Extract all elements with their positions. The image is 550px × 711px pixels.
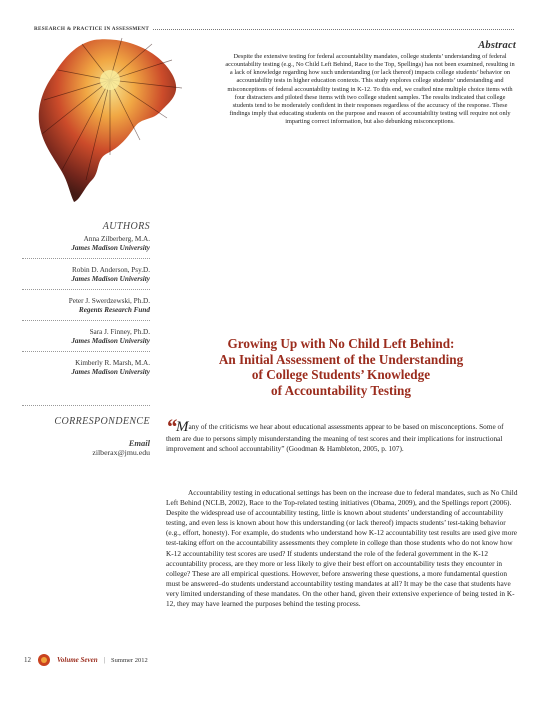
author-name: Anna Zilberberg, M.A. bbox=[83, 235, 150, 243]
title-line: of College Students’ Knowledge bbox=[251, 367, 431, 382]
title-line: An Initial Assessment of the Understanding bbox=[218, 351, 464, 367]
author-name: Sara J. Finney, Ph.D. bbox=[89, 328, 150, 336]
page-number: 12 bbox=[24, 656, 31, 664]
author-institution: James Madison University bbox=[71, 275, 150, 283]
abstract-section bbox=[224, 40, 516, 126]
journal-issue: Summer 2012 bbox=[111, 656, 148, 664]
title-line: Growing Up with No Child Left Behind: bbox=[227, 336, 455, 351]
author-institution: James Madison University bbox=[71, 368, 150, 376]
author-name: Robin D. Anderson, Psy.D. bbox=[71, 266, 150, 274]
author-entry bbox=[22, 235, 150, 259]
body-paragraph: Accountability testing in educational settings has been on the increase due to federal mandates, such as No Child Left Behind (NCLB, 2002), Race to the Top-related testing initiatives (Obama, 2009), and the Spellings report (2006). Despite the widespread use of accountability testing, little is known about students’ understanding of accountability testing, and even less is known about how this understanding (or lack thereof) impacts students’ test-taking behavior (e.g., effort, honesty). For example, do students who understand how K-12 accountability test results are used give more test-taking effort on the accountability assessments they complete in college than those students who do not know how K-12 accountability test scores are used? If students understand the role of the federal government in the K-12 accountability process, are they more or less likely to give their best effort on accountability tests they encounter in college? These are all empirical questions. However, before answering these questions, a more fundamental question must be answered–do students understand accountability testing mandates at all? It may be the case that students have very limited understanding of these mandates. On the other hand, given their extensive experience of being tested in K-12, they may have learned the purposes behind the testing process. bbox=[166, 488, 518, 609]
abstract-heading: Abstract bbox=[478, 40, 516, 51]
authors-section bbox=[22, 221, 150, 389]
email-address[interactable]: zilberax@jmu.edu bbox=[92, 448, 150, 457]
journal-logo-icon bbox=[37, 653, 51, 667]
email-label: Email bbox=[128, 438, 150, 448]
journal-volume: Volume Seven bbox=[57, 656, 98, 664]
correspondence-heading: CORRESPONDENCE bbox=[54, 416, 150, 427]
journal-running-title: RESEARCH & PRACTICE IN ASSESSMENT bbox=[34, 26, 150, 32]
title-line: of Accountability Testing bbox=[271, 382, 411, 398]
opening-quote bbox=[166, 414, 518, 453]
author-entry bbox=[22, 328, 150, 352]
authors-heading: AUTHORS bbox=[102, 221, 150, 232]
footer-separator: | bbox=[103, 656, 106, 664]
page-footer bbox=[24, 653, 148, 667]
article-title bbox=[166, 336, 516, 398]
correspondence-section bbox=[22, 416, 150, 458]
author-entry bbox=[22, 266, 150, 290]
sunburst-map-artwork bbox=[22, 30, 197, 210]
abstract-text: Despite the extensive testing for federal accountability mandates, college students’ understanding of federal accountability testing (e.g., No Child Left Behind, Race to the Top, Spellings) has not been examined, resulting in a lack of knowledge regarding how such understanding (or lack thereof) impacts college students’ behavior on accountability tests in higher education contexts. This study explores college students’ understanding and misconceptions of federal accountability testing in K-12. To this end, we crafted nine multiple choice items with four distracters and piloted these items with two college student samples. The results indicated that college students tend to be moderately confident in their responses regardless of the accuracy of the response. These findings imply that educating students on the purpose and reason of accountability testing will require not only imparting correct information, but also debunking misconceptions. bbox=[225, 53, 515, 126]
header-dotted-rule bbox=[153, 29, 514, 30]
sidebar-divider bbox=[22, 405, 150, 406]
quote-text: any of the criticisms we hear about educational assessments appear to be based on misconceptions. Some of them are due to persons simply misunderstanding the meaning of test scores and their implications for instructional improvement and school accountability” (Goodman & Hambleton, 2005, p. 107). bbox=[166, 422, 504, 453]
author-entry bbox=[22, 297, 150, 321]
author-name: Kimberly R. Marsh, M.A. bbox=[75, 359, 150, 367]
author-institution: James Madison University bbox=[71, 244, 150, 252]
quote-open-mark: “ bbox=[166, 414, 177, 439]
author-name: Peter J. Swerdzewski, Ph.D. bbox=[68, 297, 150, 305]
drop-cap-letter: M bbox=[176, 419, 189, 435]
author-entry bbox=[22, 359, 150, 382]
author-institution: James Madison University bbox=[71, 337, 150, 345]
author-institution: Regents Research Fund bbox=[78, 306, 150, 314]
